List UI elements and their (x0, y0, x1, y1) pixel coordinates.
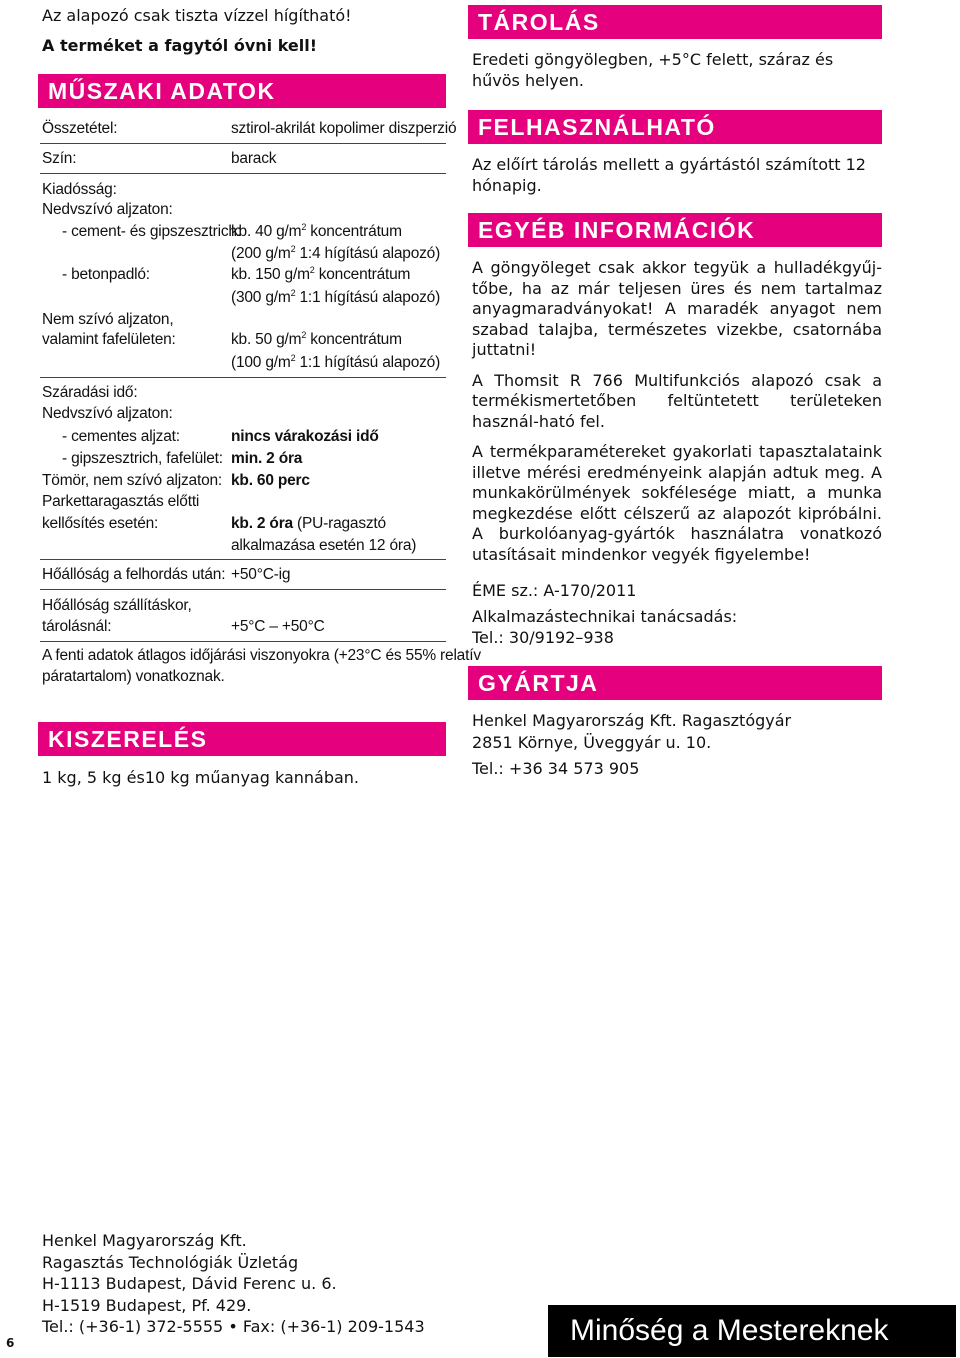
divider (40, 173, 446, 174)
drying-label: Száradási idő: (42, 384, 138, 401)
packaging-text: 1 kg, 5 kg és10 kg műanyag kannában. (42, 768, 360, 787)
heat-storage-value: +5°C – +50°C (231, 618, 325, 635)
gipsz-label: - gipszesztrich, fafelület: (62, 450, 223, 467)
note-frost: A terméket a fagytól óvni kell! (42, 36, 318, 55)
composition-value: sztirol-akrilát kopolimer diszperzió (231, 120, 457, 137)
technical-advice-phone: Tel.: 30/9192–938 (472, 628, 614, 647)
concrete-value-1: kb. 150 $g/m^2$ koncentrátum (231, 265, 411, 283)
section-heading-tech-data: MŰSZAKI ADATOK (38, 74, 446, 108)
absorbent-label: Nedvszívó aljzaton: (42, 201, 173, 218)
color-value: barack (231, 150, 277, 167)
manufacturer-line-1: Henkel Magyarország Kft. Ragasztógyár (472, 711, 792, 730)
divider (40, 377, 446, 378)
slogan-banner: Minőség a Mestereknek (548, 1305, 956, 1357)
heat-storage-label-2: tárolásnál: (42, 618, 112, 635)
note-dilution: Az alapozó csak tiszta vízzel hígítható! (42, 6, 352, 25)
footnote-line-2: páratartalom) vonatkoznak. (42, 668, 225, 685)
manufacturer-phone: Tel.: +36 34 573 905 (472, 759, 640, 778)
coverage-label: Kiadósság: (42, 181, 117, 198)
footer-contact: Tel.: (+36-1) 372-5555 • Fax: (+36-1) 209-1543 (42, 1317, 425, 1336)
nonabsorbent-value-2: (100 $g/m^2$ 1:1 hígítású alapozó) (231, 353, 441, 371)
section-heading-manufacturer: GYÁRTJA (468, 666, 882, 700)
section-heading-packaging: KISZERELÉS (38, 722, 446, 756)
section-heading-storage: TÁROLÁS (468, 5, 882, 39)
other-info-text (472, 258, 882, 575)
cementes-label: - cementes aljzat: (62, 428, 180, 445)
footer-pobox: H-1519 Budapest, Pf. 429. (42, 1296, 252, 1315)
divider (40, 641, 446, 642)
parketta-value-1: kb. 2 óra (PU-ragasztó (231, 515, 386, 532)
cementes-value: nincs várakozási idő (231, 428, 379, 445)
technical-advice-label: Alkalmazástechnikai tanácsadás: (472, 607, 738, 626)
parketta-label-2: kellősítés esetén: (42, 515, 159, 532)
manufacturer-line-2: 2851 Környe, Üveggyár u. 10. (472, 733, 712, 752)
footer-division: Ragasztás Technológiák Üzletág (42, 1253, 299, 1272)
cement-label: - cement- és gipszesztrich: (62, 223, 241, 240)
nonabsorbent-value-1: kb. 50 $g/m^2$ koncentrátum (231, 330, 402, 348)
footer-company: Henkel Magyarország Kft. (42, 1231, 247, 1250)
tomor-value: kb. 60 perc (231, 472, 310, 489)
divider (40, 589, 446, 590)
cement-value-1: kb. 40 $g/m^2$ koncentrátum (231, 222, 402, 240)
concrete-label: - betonpadló: (62, 266, 150, 283)
nonabsorbent-label-1: Nem szívó aljzaton, (42, 311, 174, 328)
footnote-line-1: A fenti adatok átlagos időjárási viszonyokra (+23°C és 55% relatív (42, 647, 481, 664)
page-number: 6 (6, 1336, 15, 1350)
eme-number: ÉME sz.: A-170/2011 (472, 581, 637, 600)
other-info-paragraph-2: A Thomsit R 766 Multifunkciós alapozó csak a termékismertetőben feltüntetett területeken használ-ható fel. (472, 370, 882, 431)
other-info-paragraph-3: A termékparamétereket gyakorlati tapasztalataink illetve mérési eredményeink alapján adtuk meg. A munkakörülmények sokfélesége miatt, a munka megkezdése előtt célszerű az alapozót kipróbálni. A burkolóanyag-gyártók használatra vonatkozó utasításait mindenkor vegyék figyelembe! (472, 442, 882, 564)
parketta-label-1: Parkettaragasztás előtti (42, 493, 200, 510)
section-heading-shelf-life: FELHASZNÁLHATÓ (468, 110, 882, 144)
shelf-life-text: Az előírt tárolás mellett a gyártástól számított 12 hónapig. (472, 155, 866, 195)
nonabsorbent-label-2: valamint fafelületen: (42, 331, 176, 348)
divider (40, 559, 446, 560)
heat-resistance-label: Hőállóság a felhordás után: (42, 566, 226, 583)
footer-address: H-1113 Budapest, Dávid Ferenc u. 6. (42, 1274, 337, 1293)
concrete-value-2: (300 $g/m^2$ 1:1 hígítású alapozó) (231, 288, 441, 306)
other-info-paragraph-1: A göngyöleget csak akkor tegyük a hulladékgyűj-tőbe, ha az már teljesen üres és nem tartalmaz anyagmaradványokat! A maradék anyagot nem szabad talajba, természetes vizekbe, csatornába juttatni! (472, 258, 882, 359)
heat-storage-label-1: Hőállóság szállításkor, (42, 597, 192, 614)
gipsz-value: min. 2 óra (231, 450, 303, 467)
storage-text: Eredeti göngyölegben, +5°C felett, száraz és hűvös helyen. (472, 50, 834, 90)
color-label: Szín: (42, 150, 77, 167)
parketta-value-2: alkalmazása esetén 12 óra) (231, 537, 417, 554)
drying-absorbent-label: Nedvszívó aljzaton: (42, 405, 173, 422)
divider (40, 143, 446, 144)
cement-value-2: (200 $g/m^2$ 1:4 hígítású alapozó) (231, 244, 441, 262)
heat-resistance-value: +50°C-ig (231, 566, 291, 583)
tomor-label: Tömör, nem szívó aljzaton: (42, 472, 223, 489)
section-heading-other-info: EGYÉB INFORMÁCIÓK (468, 213, 882, 247)
composition-label: Összetétel: (42, 120, 118, 137)
